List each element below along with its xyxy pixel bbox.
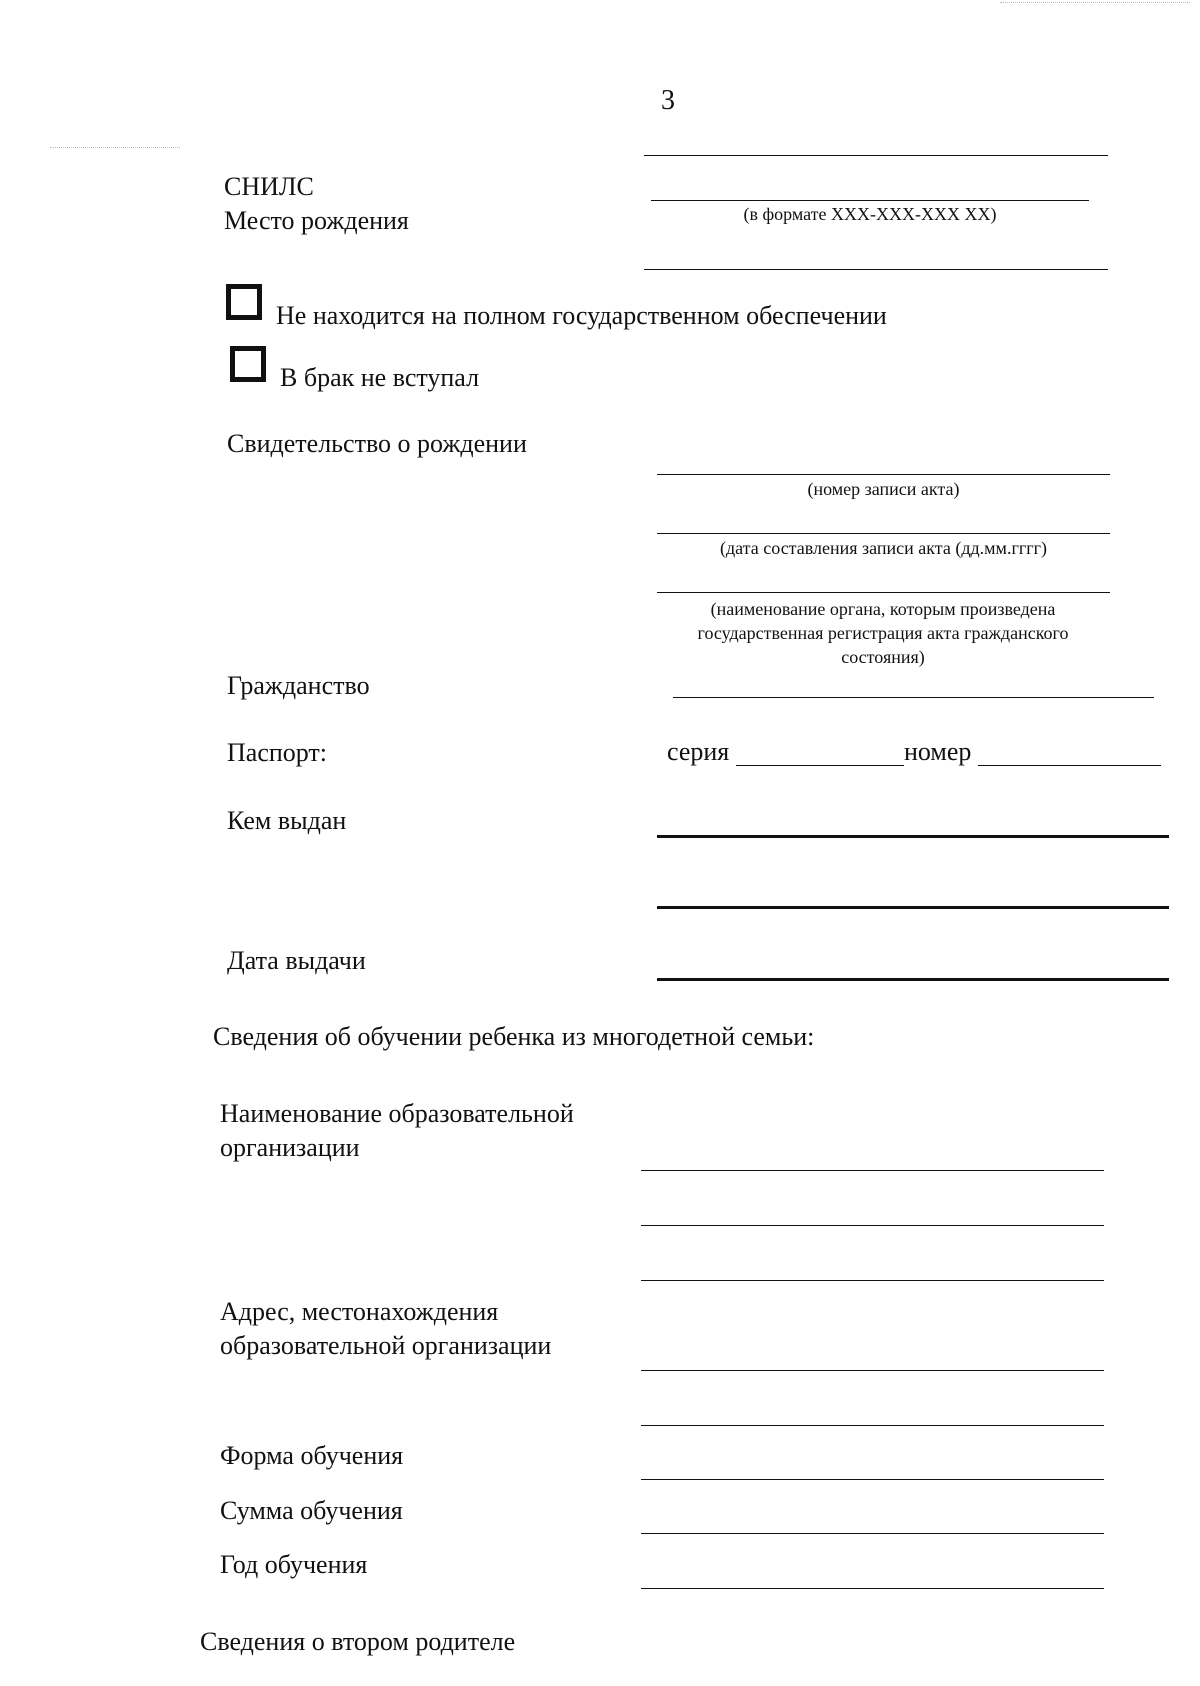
checkbox-label-not-married: В брак не вступал bbox=[280, 363, 480, 392]
birthplace-field[interactable] bbox=[644, 269, 1108, 270]
citizenship-label: Гражданство bbox=[227, 671, 370, 700]
record-number-caption: (номер записи акта) bbox=[807, 479, 960, 499]
snils-label: СНИЛС bbox=[224, 172, 314, 201]
study-year-field[interactable] bbox=[641, 1588, 1104, 1589]
passport-series-label: серия bbox=[667, 737, 730, 766]
snils-caption: (в формате XXX-XXX-XXX XX) bbox=[743, 204, 997, 224]
record-date-caption: (дата составления записи акта (дд.мм.гггг) bbox=[720, 538, 1047, 558]
issue-date-label: Дата выдачи bbox=[227, 946, 366, 975]
record-number-field[interactable] bbox=[657, 474, 1110, 475]
page-number: 3 bbox=[661, 85, 675, 116]
field-line[interactable] bbox=[644, 155, 1108, 156]
second-parent-heading: Сведения о втором родителе bbox=[200, 1627, 516, 1656]
checkbox-label-not-state-support: Не находится на полном государственном обеспечении bbox=[276, 301, 887, 330]
study-cost-label: Сумма обучения bbox=[220, 1496, 403, 1525]
address-field-2[interactable] bbox=[641, 1425, 1104, 1426]
scan-artifact bbox=[50, 147, 180, 148]
study-cost-field[interactable] bbox=[641, 1533, 1104, 1534]
issued-by-field-2[interactable] bbox=[657, 906, 1169, 909]
study-form-field[interactable] bbox=[641, 1479, 1104, 1480]
authority-field[interactable] bbox=[657, 592, 1110, 593]
issue-date-field[interactable] bbox=[657, 978, 1169, 981]
authority-caption: (наименование органа, которым произведена государственная регистрация акта гражданского состояния) bbox=[697, 599, 1069, 667]
checkbox-not-state-support[interactable] bbox=[226, 284, 262, 320]
birthplace-label: Место рождения bbox=[224, 206, 409, 235]
org-name-field-3[interactable] bbox=[641, 1280, 1104, 1281]
org-name-label-line2: организации bbox=[220, 1133, 360, 1162]
study-year-label: Год обучения bbox=[220, 1550, 368, 1579]
snils-field[interactable] bbox=[651, 200, 1089, 201]
passport-number-label: номер bbox=[904, 737, 972, 766]
org-name-label-line1: Наименование образовательной bbox=[220, 1099, 574, 1128]
org-name-field-2[interactable] bbox=[641, 1225, 1104, 1226]
address-label-line1: Адрес, местонахождения bbox=[220, 1297, 499, 1326]
passport-label: Паспорт: bbox=[227, 738, 328, 767]
education-heading: Сведения об обучении ребенка из многодетной семьи: bbox=[213, 1022, 815, 1051]
checkbox-not-married[interactable] bbox=[230, 346, 266, 382]
address-field[interactable] bbox=[641, 1370, 1104, 1371]
record-date-field[interactable] bbox=[657, 533, 1110, 534]
study-form-label: Форма обучения bbox=[220, 1441, 404, 1470]
issued-by-label: Кем выдан bbox=[227, 806, 347, 835]
scan-artifact bbox=[1000, 2, 1190, 3]
address-label-line2: образовательной организации bbox=[220, 1331, 552, 1360]
org-name-field[interactable] bbox=[641, 1170, 1104, 1171]
citizenship-field[interactable] bbox=[673, 697, 1154, 698]
passport-number-field[interactable] bbox=[978, 765, 1161, 766]
issued-by-field[interactable] bbox=[657, 835, 1169, 838]
passport-series-field[interactable] bbox=[736, 765, 904, 766]
birth-certificate-label: Свидетельство о рождении bbox=[227, 429, 527, 458]
